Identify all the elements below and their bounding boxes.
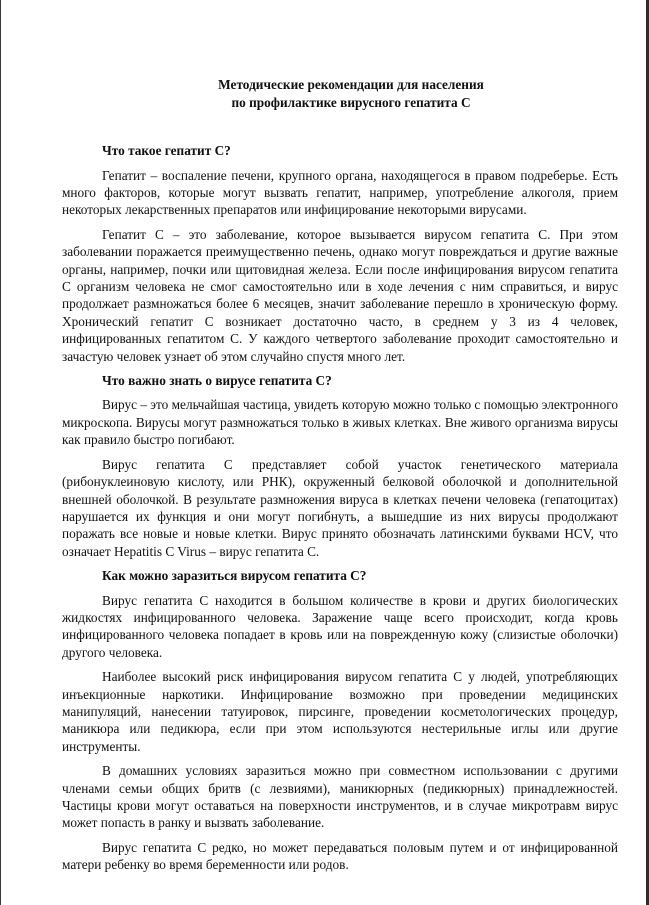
paragraph: Наиболее высокий риск инфицирования вирусом гепатита С у людей, употребляющих инъекционные наркотики. Инфицирование возможно при проведении медицинских манипуляций, нанесении татуировок, пирсинге, проведении косметологических процедур, маникюра или педикюра, если при этом используются нестерильные иглы или другие инструменты. xyxy=(62,669,618,754)
section-heading-what-is-hepatitis-c: Что такое гепатит С? xyxy=(102,143,231,159)
section-heading-transmission: Как можно заразиться вирусом гепатита С? xyxy=(102,568,367,584)
document-page xyxy=(62,76,618,874)
paragraph: Вирус гепатита С представляет собой участок генетического материала (рибонуклеиновую кислоту, или РНК), окруженный белковой оболочкой и дополнительной внешней оболочкой. В результате размножения вируса в клетках печени человека (гепатоцитах) нарушается их функция и они могут погибнуть, а вышедшие из них вирусы продолжают поражать все новые и новые клетки. Вирус принято обозначать латинскими буквами HCV, что означает Hepatitis C Virus – вирус гепатита С. xyxy=(62,456,618,559)
paragraph: Вирус гепатита С находится в большом количестве в крови и других биологических жидкостях инфицированного человека. Заражение чаще всего происходит, когда кровь инфицированного человека попадает в кровь или на поврежденную кожу (слизистые оболочки) другого человека. xyxy=(62,592,618,660)
paragraph: Гепатит – воспаление печени, крупного органа, находящегося в правом подреберье. Есть много факторов, которые могут вызвать гепатит, например, употребление алкоголя, прием некоторых лекарственных препаратов или инфицирование некоторыми вирусами. xyxy=(62,167,618,218)
paragraph: Вирус гепатита С редко, но может передаваться половым путем и от инфицированной матери ребенку во время беременности или родов. xyxy=(62,839,618,873)
paragraph: Гепатит С – это заболевание, которое вызывается вирусом гепатита С. При этом заболевании поражается преимущественно печень, однако могут повреждаться и другие важные органы, например, почки или щитовидная железа. Если после инфицирования вирусом гепатита С организм человека не смог самостоятельно или в ходе лечения с ним справиться, и вирус продолжает размножаться более 6 месяцев, значит заболевание перешло в хроническую форму. Хронический гепатит С возникает достаточно часто, в среднем у 3 из 4 человек, инфицированных гепатитом С. У каждого четвертого заболевание проходит самостоятельно и зачастую человек узнает об этом случайно спустя много лет. xyxy=(62,226,618,364)
document-title-line-2: по профилактике вирусного гепатита С xyxy=(231,94,471,110)
section-heading-virus-facts: Что важно знать о вирусе гепатита С? xyxy=(102,373,332,389)
document-title-line-1: Методические рекомендации для населения xyxy=(218,77,484,92)
document-title xyxy=(62,76,618,111)
paragraph: Вирус – это мельчайшая частица, увидеть которую можно только с помощью электронного микроскопа. Вирусы могут размножаться только в живых клетках. Вне живого организма вирусы как правило быстро погибают. xyxy=(62,397,618,448)
paragraph: В домашних условиях заразиться можно при совместном использовании с другими членами семьи общих бритв (с лезвиями), маникюрных (педикюрных) принадлежностей. Частицы крови могут оставаться на поверхности инструментов, и в случае микротравм вирус может попасть в ранку и вызвать заболевание. xyxy=(62,763,618,831)
